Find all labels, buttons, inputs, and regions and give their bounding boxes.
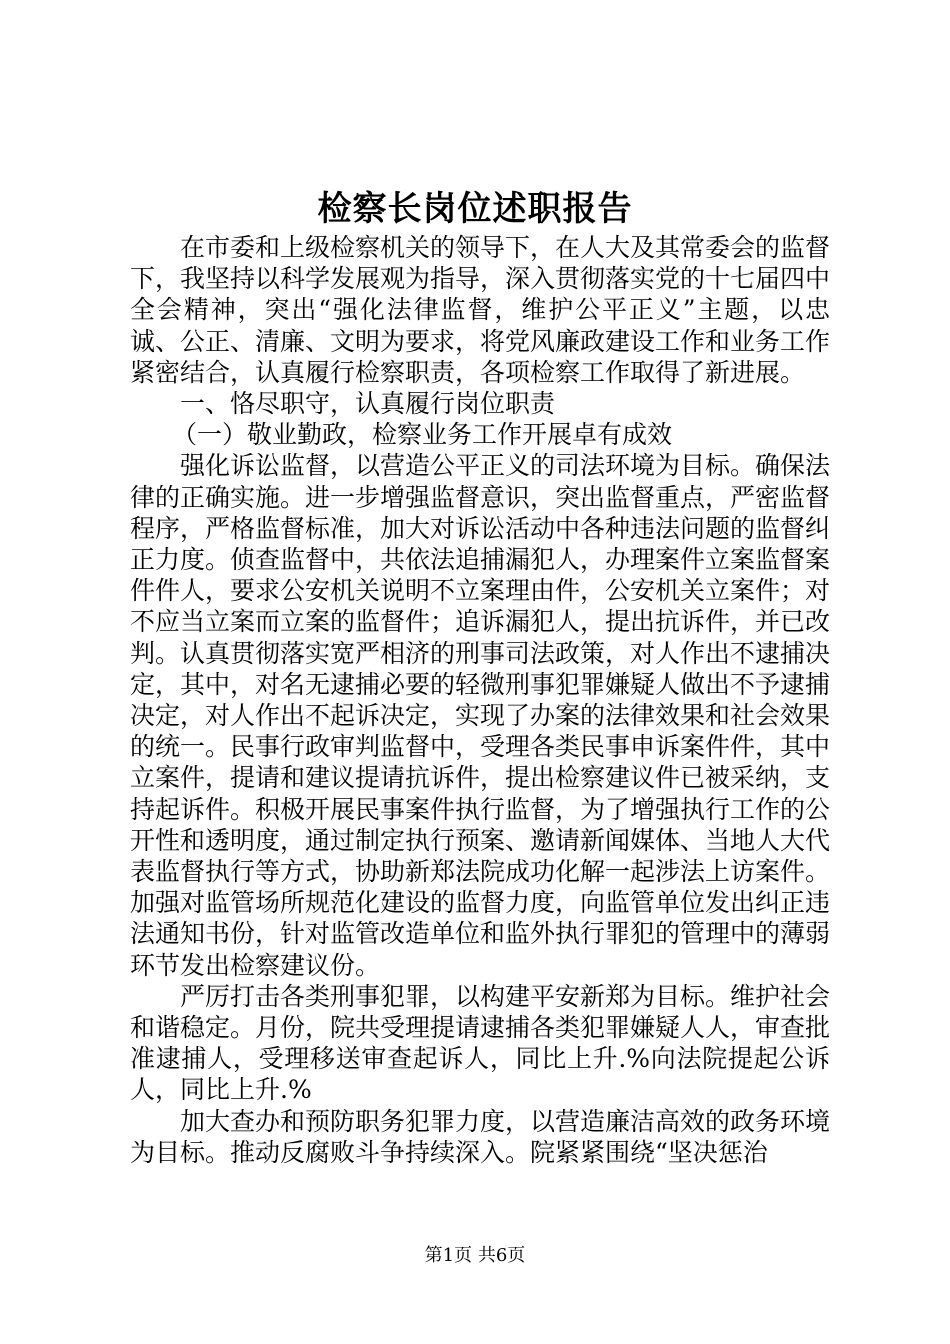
paragraph-intro: 在市委和上级检察机关的领导下，在人大及其常委会的监督下，我坚持以科学发展观为指导，深入贯彻落实党的十七届四中全会精神，突出“强化法律监督，维护公平正义”主题，以忠诚、公正、清廉、文明为要求，将党风廉政建设工作和业务工作紧密结合，认真履行检察职责，各项检察工作取得了新进展。	[130, 233, 831, 387]
document-body	[130, 232, 830, 1168]
paragraph-litigation-supervision: 强化诉讼监督，以营造公平正义的司法环境为目标。确保法律的正确实施。进一步增强监督意识，突出监督重点，严密监督程序，严格监督标准，加大对诉讼活动中各种违法问题的监督纠正力度。侦查监督中，共依法追捕漏犯人，办理案件立案监督案件件人，要求公安机关说明不立案理由件，公安机关立案件；对不应当立案而立案的监督件；追诉漏犯人，提出抗诉件，并已改判。认真贯彻落实宽严相济的刑事司法政策，对人作出不逮捕决定，其中，对名无逮捕必要的轻微刑事犯罪嫌疑人做出不予逮捕决定，对人作出不起诉决定，实现了办案的法律效果和社会效果的统一。民事行政审判监督中，受理各类民事申诉案件件，其中立案件，提请和建议提请抗诉件，提出检察建议件已被采纳，支持起诉件。积极开展民事案件执行监督，为了增强执行工作的公开性和透明度，通过制定执行预案、邀请新闻媒体、当地人大代表监督执行等方式，协助新郑法院成功化解一起涉法上访案件。加强对监管场所规范化建设的监督力度，向监管单位发出纠正违法通知书份，针对监管改造单位和监外执行罪犯的管理中的薄弱环节发出检察建议份。	[130, 451, 831, 980]
page-number-footer: 第1页 共6页	[424, 1245, 526, 1266]
paragraph-anti-corruption: 加大查办和预防职务犯罪力度，以营造廉洁高效的政务环境为目标。推动反腐败斗争持续深入。院紧紧围绕“坚决惩治	[130, 1106, 831, 1167]
document-title: 检察长岗位述职报告	[317, 189, 633, 229]
section-heading-1: 一、恪尽职守，认真履行岗位职责	[180, 389, 556, 419]
subsection-heading-1: （一）敬业勤政，检察业务工作开展卓有成效	[172, 420, 673, 450]
paragraph-criminal-crackdown: 严厉打击各类刑事犯罪，以构建平安新郑为目标。维护社会和谐稳定。月份，院共受理提请逮捕各类犯罪嫌疑人人，审查批准逮捕人，受理移送审查起诉人，同比上升.%向法院提起公诉人，同比上升.%	[130, 981, 831, 1105]
